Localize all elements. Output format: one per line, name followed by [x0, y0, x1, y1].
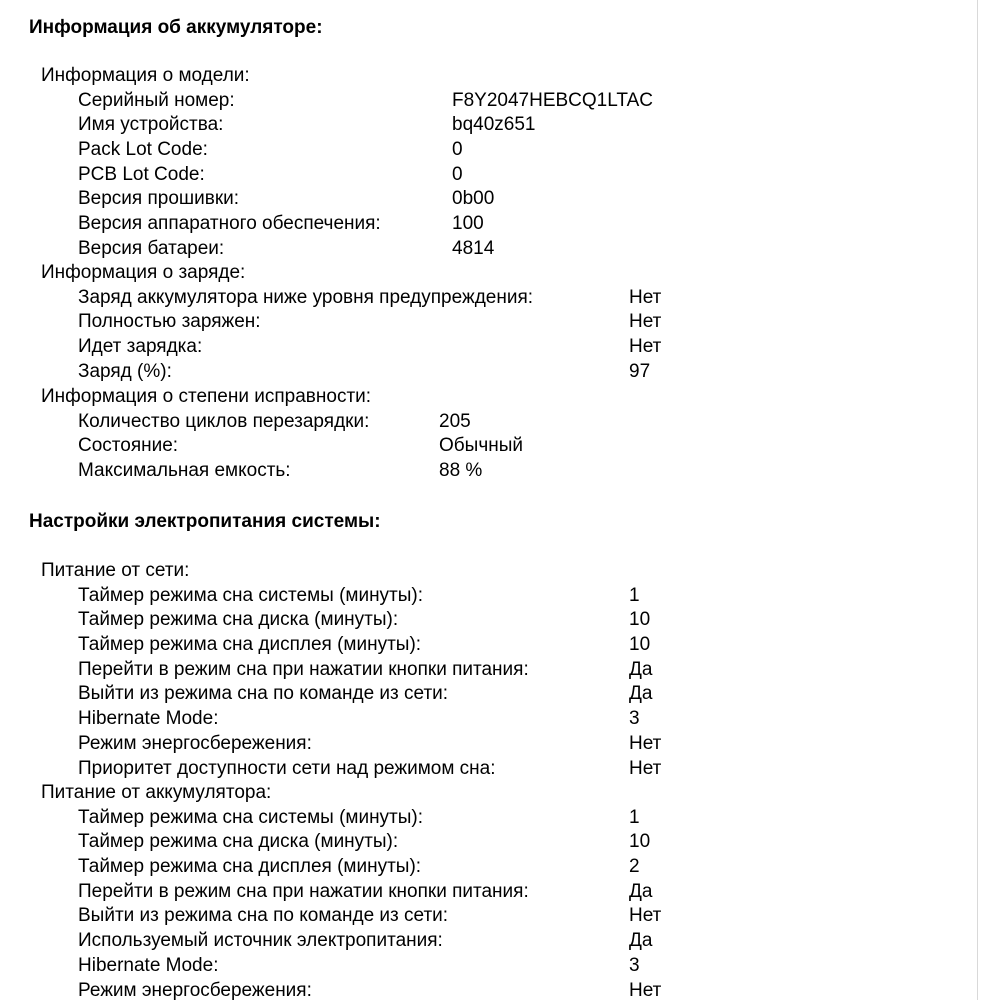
ac-row-power-button-sleep: [41, 658, 661, 683]
charge-row-warning: [41, 286, 661, 311]
row-value: Нет: [629, 979, 662, 1000]
ac-row-low-power: [41, 732, 661, 757]
charge-row-charging: [41, 335, 661, 360]
row-value: Да: [629, 683, 653, 705]
row-label: Приоритет доступности сети над режимом сна:: [78, 757, 496, 779]
row-value: Да: [629, 930, 653, 952]
charge-info-group: [41, 261, 661, 384]
row-value: 10: [629, 831, 651, 853]
row-value: Нет: [629, 732, 662, 754]
row-value: Да: [629, 880, 653, 902]
row-value: 0: [452, 139, 463, 161]
row-label: Используемый источник электропитания:: [78, 930, 443, 952]
model-info-group: [41, 64, 653, 262]
charge-row-percent: [41, 360, 661, 385]
row-value: 1: [629, 806, 640, 828]
health-info-group: [41, 385, 523, 484]
ac-row-disk-sleep: [41, 608, 661, 633]
row-value: 88 %: [439, 460, 483, 482]
model-row-firmware: [41, 187, 653, 212]
row-label: Режим энергосбережения:: [78, 732, 312, 754]
row-label: PCB Lot Code:: [78, 163, 205, 185]
row-label: Таймер режима сна дисплея (минуты):: [78, 634, 422, 656]
row-value: 2: [629, 856, 640, 878]
ac-row-wake-on-lan: [41, 682, 661, 707]
row-label: Перейти в режим сна при нажатии кнопки питания:: [78, 880, 529, 902]
charge-info-title: Информация о заряде:: [41, 262, 246, 283]
row-value: Обычный: [439, 435, 523, 457]
model-row-pcb-lot: [41, 163, 653, 188]
bat-row-disk-sleep: [41, 830, 661, 855]
bat-row-display-sleep: [41, 855, 661, 880]
row-value: 3: [629, 708, 640, 730]
ac-row-system-sleep: [41, 584, 661, 609]
power-section-title: Настройки электропитания системы:: [29, 511, 381, 532]
window-edge: [977, 0, 978, 1000]
row-label: Выйти из режима сна по команде из сети:: [78, 683, 449, 705]
model-info-title: Информация о модели:: [41, 65, 250, 86]
ac-row-hibernate: [41, 707, 661, 732]
bat-row-low-power: [41, 979, 661, 1000]
row-label: Заряд (%):: [78, 360, 172, 382]
row-label: Версия батареи:: [78, 237, 225, 259]
row-value: Нет: [629, 905, 662, 927]
row-label: Количество циклов перезарядки:: [78, 410, 370, 432]
battery-section-title: Информация об аккумуляторе:: [29, 17, 323, 38]
row-value: Нет: [629, 757, 662, 779]
health-row-cycles: [41, 410, 523, 435]
row-label: Состояние:: [78, 435, 179, 457]
row-value: 1: [629, 584, 640, 606]
health-row-condition: [41, 434, 523, 459]
battery-power-title: Питание от аккумулятора:: [41, 782, 272, 803]
ac-row-display-sleep: [41, 633, 661, 658]
row-value: 205: [439, 410, 471, 432]
row-value: 0b00: [452, 188, 495, 210]
row-label: Выйти из режима сна по команде из сети:: [78, 905, 449, 927]
row-value: bq40z651: [452, 114, 536, 136]
bat-row-wake-on-lan: [41, 904, 661, 929]
row-label: Таймер режима сна дисплея (минуты):: [78, 856, 422, 878]
row-value: Нет: [629, 286, 662, 308]
row-value: Да: [629, 658, 653, 680]
row-value: 4814: [452, 237, 495, 259]
row-label: Hibernate Mode:: [78, 708, 219, 730]
row-label: Режим энергосбережения:: [78, 979, 312, 1000]
model-row-device-name: [41, 113, 653, 138]
model-row-hardware: [41, 212, 653, 237]
row-label: Максимальная емкость:: [78, 460, 291, 482]
row-label: Перейти в режим сна при нажатии кнопки питания:: [78, 658, 529, 680]
row-label: Pack Lot Code:: [78, 139, 208, 161]
model-row-pack-lot: [41, 138, 653, 163]
bat-row-power-button-sleep: [41, 880, 661, 905]
row-value: 0: [452, 163, 463, 185]
ac-power-title: Питание от сети:: [41, 560, 190, 581]
row-label: Таймер режима сна диска (минуты):: [78, 609, 399, 631]
charge-row-fully-charged: [41, 310, 661, 335]
bat-row-hibernate: [41, 954, 661, 979]
row-label: Имя устройства:: [78, 114, 224, 136]
row-value: 3: [629, 954, 640, 976]
model-row-serial: [41, 89, 653, 114]
row-label: Полностью заряжен:: [78, 311, 261, 333]
row-value: 100: [452, 213, 484, 235]
row-value: 10: [629, 634, 651, 656]
row-value: Нет: [629, 336, 662, 358]
row-label: Версия аппаратного обеспечения:: [78, 213, 381, 235]
row-label: Идет зарядка:: [78, 336, 203, 358]
health-info-title: Информация о степени исправности:: [41, 386, 372, 407]
row-label: Таймер режима сна системы (минуты):: [78, 806, 424, 828]
row-label: Серийный номер:: [78, 89, 235, 111]
row-value: F8Y2047HEBCQ1LTAC: [452, 89, 653, 111]
row-value: 10: [629, 609, 651, 631]
ac-power-group: [41, 559, 661, 781]
row-label: Версия прошивки:: [78, 188, 240, 210]
row-label: Hibernate Mode:: [78, 954, 219, 976]
row-label: Таймер режима сна системы (минуты):: [78, 584, 424, 606]
model-row-battery-version: [41, 237, 653, 262]
battery-power-group: [41, 781, 661, 1000]
ac-row-network-priority: [41, 757, 661, 782]
bat-row-current-source: [41, 929, 661, 954]
row-label: Заряд аккумулятора ниже уровня предупреждения:: [78, 286, 534, 308]
row-label: Таймер режима сна диска (минуты):: [78, 831, 399, 853]
bat-row-system-sleep: [41, 806, 661, 831]
health-row-max-capacity: [41, 459, 523, 484]
row-value: Нет: [629, 311, 662, 333]
row-value: 97: [629, 360, 651, 382]
